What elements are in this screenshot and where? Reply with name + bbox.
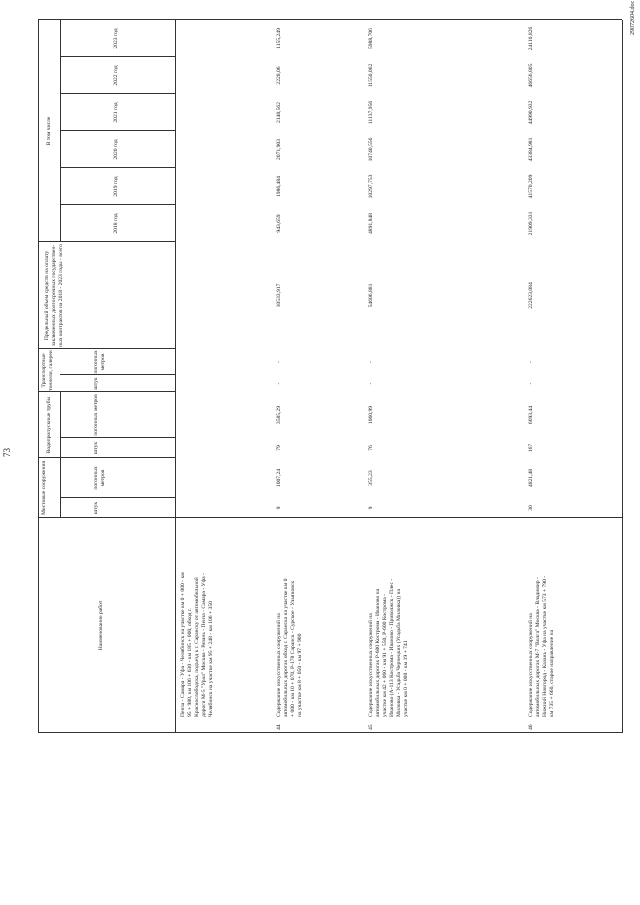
rule <box>38 348 175 349</box>
row-number: 46 <box>528 724 534 730</box>
cell-bridges-count: 9 <box>276 506 282 510</box>
footer-code: 29072604.doc <box>630 0 636 35</box>
cell-year: 2071,903 <box>276 139 282 160</box>
cell-year: 4891,848 <box>368 213 374 234</box>
cell-year: 10740,556 <box>368 137 374 162</box>
header-year: 2023 год <box>113 28 119 49</box>
cell-year: 43384,981 <box>528 137 534 162</box>
header-bottom-rule <box>175 20 176 733</box>
header-year: 2022 год <box>113 65 119 86</box>
table-border-bottom <box>622 20 623 733</box>
cell-year: 1155,249 <box>276 28 282 49</box>
cell-year: 21909,331 <box>528 211 534 236</box>
row-name: Содержание искусственных сооружений на автомобильных дорогах М-7 "Волга" Москва - Владимир - Нижний Новгород - Казань - Уфа на участке км 573 + 790 - км 735 + 660, старое направление на <box>528 575 555 717</box>
cell-year: 10297,753 <box>368 174 374 199</box>
cell-bridges-meters: 1007,24 <box>276 468 282 488</box>
rule <box>60 374 175 375</box>
row-number: 45 <box>368 724 374 730</box>
rule <box>38 457 175 458</box>
works-table <box>38 20 622 733</box>
rule <box>60 437 175 438</box>
cell-pipes-count: 76 <box>368 445 374 451</box>
cell-tunnels-meters: - <box>276 361 282 363</box>
cell-pipes-meters: 3585,29 <box>276 405 282 425</box>
header-incl: В том числе <box>46 116 52 146</box>
cell-tunnels-meters: - <box>528 361 534 363</box>
rule <box>60 392 61 518</box>
cell-year: 41570,209 <box>528 174 534 199</box>
rule <box>60 497 175 498</box>
cell-total: 222623,084 <box>528 282 534 309</box>
cell-bridges-count: 9 <box>368 506 374 510</box>
cell-pipes-meters: 6693,44 <box>528 405 534 425</box>
rule <box>60 20 61 242</box>
cell-year: 943,659 <box>276 214 282 233</box>
header-tunnels-count: штук <box>93 377 99 390</box>
page-number: 73 <box>2 448 12 457</box>
header-tunnels-meters: погонных метров <box>93 350 106 374</box>
cell-year: 1986,484 <box>276 176 282 197</box>
cell-year: 5988,706 <box>368 28 374 49</box>
row-name: Содержание искусственных сооружений на автомобильных дорогах обход г. Саранска на участке км 0 + 000 - км 10 + 070, Р-178 Саранск - Сурское - Ульяновск на участке км 8 + 050 - км 97 + 900 <box>276 578 303 717</box>
header-pipes-count: штук <box>93 441 99 455</box>
continued-road-list: Пенза - Самара - Уфа - Челябинск на участке км 0 + 000 - км 95 + 980, км 106 + 630 - км 185 + 000, обход г. Краснослободска, подъезд к г. Саранску от автомобильной дороги М-5 "Урал" Москва - Рязань - Пенза - Самара - Уфа - Челябинск на участке км 95 + 248 - км 106 + 350 <box>180 572 214 717</box>
header-bridges: Мостовые сооружения <box>41 460 47 516</box>
table-border-top <box>38 20 39 733</box>
cell-bridges-meters: 4821,48 <box>528 468 534 488</box>
rule <box>38 732 622 733</box>
header-limit: Предельный объем средств на оплату заключенных долгосрочных государствен-ных контрактов на 2018 - 2023 годы - всего <box>44 244 64 347</box>
rule <box>38 391 175 392</box>
header-year: 2021 год <box>113 102 119 123</box>
cell-year: 24110,826 <box>528 26 534 51</box>
cell-year: 11550,062 <box>368 63 374 88</box>
cell-year: 2228,06 <box>276 66 282 85</box>
cell-tunnels-count: - <box>368 382 374 385</box>
header-year: 2019 год <box>113 176 119 197</box>
header-pipes: Водопропускные трубы <box>46 396 52 454</box>
cell-bridges-count: 30 <box>528 505 534 511</box>
header-bridges-count: штук <box>93 501 99 515</box>
header-year: 2020 год <box>113 139 119 160</box>
header-pipes-meters: погонных метров <box>93 394 99 436</box>
cell-bridges-meters: 355,23 <box>368 470 374 486</box>
header-bridges-meters: погонных метров <box>93 466 106 490</box>
cell-pipes-count: 167 <box>528 443 534 453</box>
rule <box>38 241 175 242</box>
cell-year: 2148,562 <box>276 102 282 123</box>
cell-year: 46656,805 <box>528 63 534 88</box>
row-name: Содержание искусственных сооружений на автомобильных дорогах Р-600 Кострома - Иваново на участке км 42 + 060 - км 91 + 550, Р-600 Кострома - Иваново (А-113 Кострома - Иваново - Приволжск - Плес - Миловка - Усадьба Чернецких (Усадьба Миловка)) на участке км 0 + 000 - км 19 + 741 <box>368 578 409 717</box>
row-number: 44 <box>276 724 282 730</box>
header-year: 2018 год <box>113 213 119 234</box>
cell-pipes-count: 79 <box>276 445 282 451</box>
cell-year: 44990,932 <box>528 100 534 125</box>
cell-total: 10533,917 <box>276 283 282 308</box>
header-tunnels: Транспортные тоннели, галереи <box>41 350 54 391</box>
cell-tunnels-meters: - <box>368 361 374 363</box>
cell-pipes-meters: 1060,99 <box>368 405 374 425</box>
cell-year: 11137,956 <box>368 100 374 125</box>
header-name: Наименование работ <box>98 600 104 651</box>
cell-total: 54606,881 <box>368 283 374 308</box>
cell-tunnels-count: - <box>276 382 282 385</box>
cell-tunnels-count: - <box>528 382 534 385</box>
